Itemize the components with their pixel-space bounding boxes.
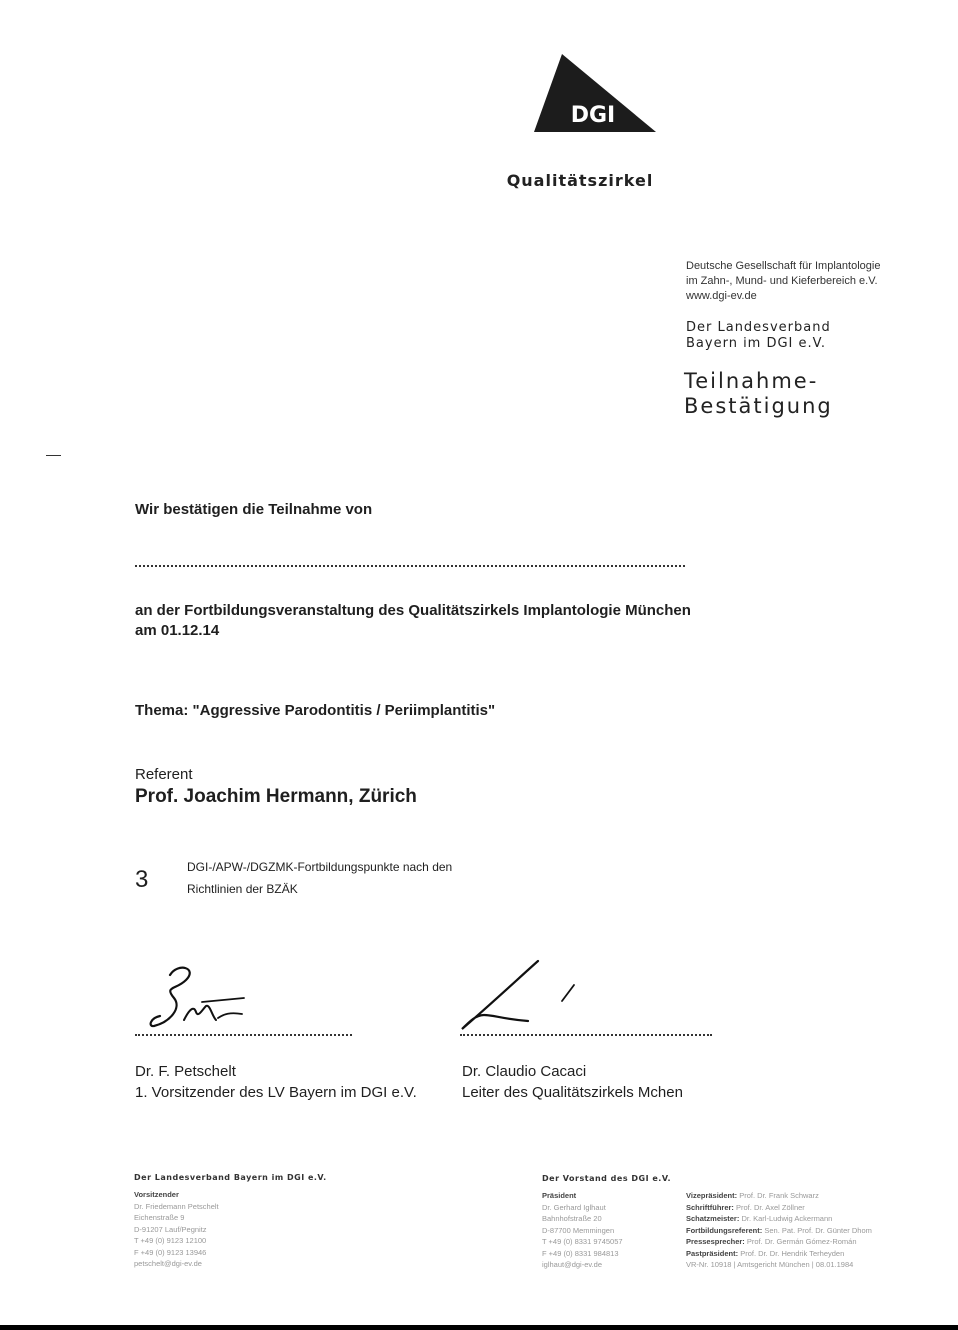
theme-text: Thema: "Aggressive Parodontitis / Periimplantitis" (135, 702, 496, 719)
signatory-right-name: Dr. Claudio Cacaci (462, 1063, 587, 1080)
event-line-1: an der Fortbildungsveranstaltung des Qualitätszirkels Implantologie München (135, 602, 691, 619)
footer-right-column (686, 1190, 872, 1271)
footer-left-line: Eichenstraße 9 (134, 1213, 185, 1222)
points-line-1: DGI-/APW-/DGZMK-Fortbildungspunkte nach den (187, 860, 453, 874)
intro-text: Wir bestätigen die Teilnahme von (135, 501, 373, 518)
footer-middle-heading: Der Vorstand des DGI e.V. (542, 1174, 672, 1183)
footer-left-line: F +49 (0) 9123 13946 (134, 1247, 207, 1257)
signature-petschelt (140, 960, 260, 1035)
footer-left-line: petschelt@dgi-ev.de (134, 1259, 202, 1268)
footer-left-line: Dr. Friedemann Petschelt (134, 1201, 219, 1211)
footer-right-row: Pressesprecher: Prof. Dr. Germán Gómez-Román (686, 1237, 857, 1246)
org-line-2: im Zahn-, Mund- und Kieferbereich e.V. (686, 275, 878, 287)
footer-left-heading: Der Landesverband Bayern im DGI e.V. (134, 1173, 327, 1182)
event-date: am 01.12.14 (135, 622, 220, 639)
footer-right-row: Schatzmeister: Dr. Karl-Ludwig Ackermann (686, 1214, 833, 1223)
title-line-2: Bestätigung (684, 394, 833, 418)
footer-middle-line: F +49 (0) 8331 984813 (542, 1248, 619, 1258)
footer-middle-column (542, 1190, 623, 1271)
footer-middle-line: iglhaut@dgi-ev.de (542, 1260, 603, 1269)
logo-subtitle: Qualitätszirkel (506, 171, 654, 190)
org-website: www.dgi-ev.de (686, 290, 757, 302)
logo-text: DGI (570, 103, 616, 128)
landesverband-name (686, 320, 831, 352)
signatory-left-role: 1. Vorsitzender des LV Bayern im DGI e.V. (135, 1084, 417, 1101)
signatory-left-name: Dr. F. Petschelt (135, 1063, 236, 1080)
signatory-left (135, 1061, 417, 1103)
footer-middle-line: D-87700 Memmingen (542, 1225, 615, 1235)
footer-middle-line: T +49 (0) 8331 9745057 (542, 1237, 623, 1246)
fold-mark (46, 455, 61, 456)
dgi-triangle-icon (530, 52, 660, 132)
footer-middle-line: Dr. Gerhard Iglhaut (542, 1202, 606, 1212)
dgi-logo (490, 52, 670, 197)
points-value: 3 (135, 866, 149, 893)
signatory-right (462, 1061, 683, 1103)
footer-middle-label: Präsident (542, 1191, 577, 1200)
footer-right-row: Vizepräsident: Prof. Dr. Frank Schwarz (686, 1191, 819, 1200)
footer-left-column (134, 1189, 219, 1270)
footer-right-row: Schriftführer: Prof. Dr. Axel Zöllner (686, 1202, 805, 1212)
speaker-name: Prof. Joachim Hermann, Zürich (135, 786, 417, 807)
organization-info (686, 259, 880, 304)
event-description (135, 601, 691, 641)
points-line-2: Richtlinien der BZÄK (187, 882, 298, 896)
org-line-1: Deutsche Gesellschaft für Implantologie (686, 260, 881, 272)
lv-line-1: Der Landesverband (686, 320, 831, 335)
signatory-right-role: Leiter des Qualitätszirkels Mchen (462, 1084, 683, 1101)
speaker-label: Referent (135, 766, 193, 783)
footer-left-line: D-91207 Lauf/Pegnitz (134, 1224, 207, 1234)
title-line-1: Teilnahme- (684, 369, 819, 393)
footer-middle-line: Bahnhofstraße 20 (542, 1214, 602, 1223)
points-description (187, 856, 452, 900)
participant-name-line (135, 565, 685, 567)
footer-left-line: T +49 (0) 9123 12100 (134, 1236, 207, 1245)
footer-left-label: Vorsitzender (134, 1190, 179, 1199)
signature-line-left (135, 1034, 352, 1036)
scan-bottom-edge (0, 1325, 958, 1330)
footer-right-row: Fortbildungsreferent: Sen. Pat. Prof. Dr. Günter Dhom (686, 1225, 872, 1235)
footer-right-row: Pastpräsident: Prof. Dr. Dr. Hendrik Terheyden (686, 1248, 845, 1258)
document-title (684, 369, 833, 419)
lv-line-2: Bayern im DGI e.V. (686, 336, 827, 351)
footer-registry: VR-Nr. 10918 | Amtsgericht München | 08.01.1984 (686, 1260, 854, 1269)
signature-cacaci (450, 955, 590, 1035)
signature-line-right (460, 1034, 712, 1036)
